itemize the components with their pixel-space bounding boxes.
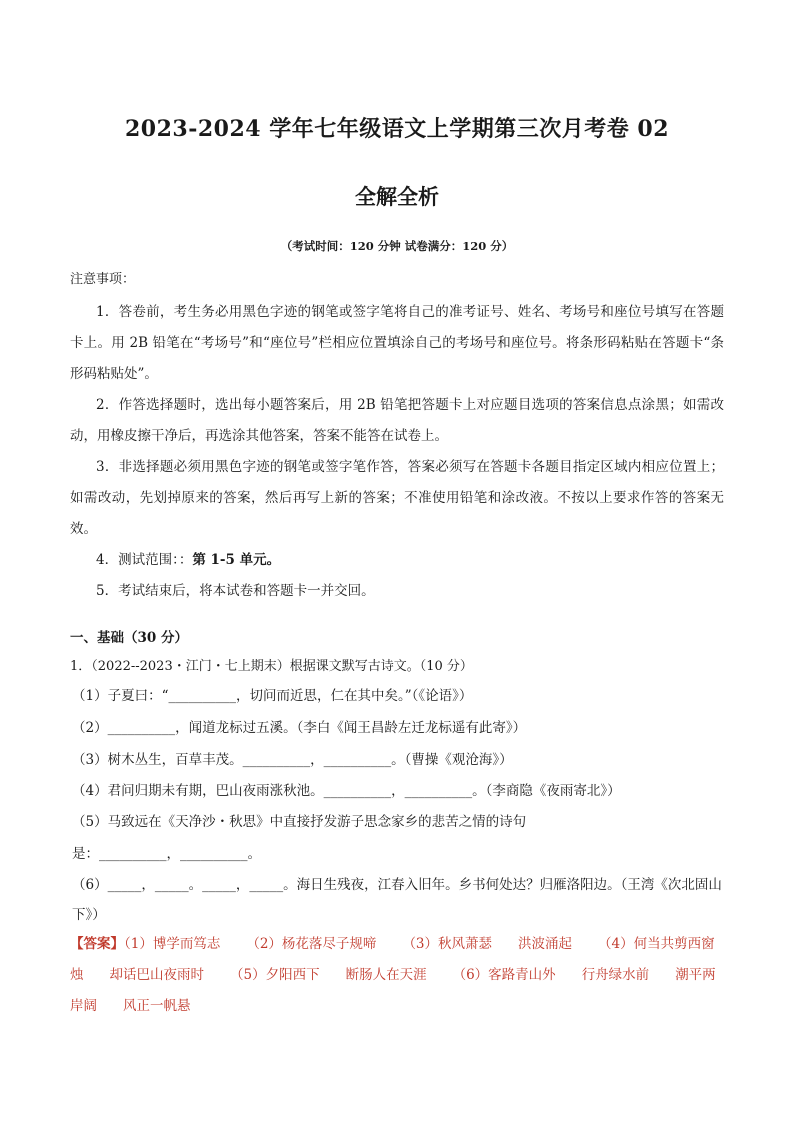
answer-item: （5）夕阳西下 [230,967,320,983]
exam-info: （考试时间：120 分钟 试卷满分：120 分） [280,239,514,253]
question-line-6: （6）_____，_____。_____，_____。海日生残夜，江春入旧年。乡书何处达？归雁洛阳边。（王湾《次北固山 [72,877,722,893]
question-line-4: （4）君问归期未有期，巴山夜雨涨秋池。__________，__________。（李商隐《夜雨寄北》） [72,783,621,799]
page-title: 2023-2024 学年七年级语文上学期第三次月考卷 02 [124,116,670,142]
question-line-6-cont: 下》） [72,907,106,923]
answer-label: 【答案】 [70,936,124,952]
page-subtitle: 全解全析 [355,185,439,209]
answer-item: （4）何当共剪西窗烛 [70,936,715,983]
notice-item-2: 2．作答选择题时，选出每小题答案后，用 2B 铅笔把答题卡上对应题目选项的答案信息点涂黑；如需改动，用橡皮擦干净后，再选涂其他答案，答案不能答在试卷上。 [70,397,724,444]
question-1-stem: 1．（2022--2023・江门・七上期末）根据课文默写古诗文。（10 分） [70,659,473,674]
question-line-2: （2）__________，闻道龙标过五溪。（李白《闻王昌龄左迁龙标遥有此寄》） [72,720,527,736]
question-line-1: （1）子夏曰：“__________，切问而近思，仁在其中矣。”（《论语》） [72,688,473,704]
answer-item: 行舟绿水前 [581,967,650,983]
answer-item: （2）杨花落尽子规啼 [246,936,377,952]
answer-item: 洪波涌起 [518,936,573,952]
question-line-5-cont: 是：__________，__________。 [72,846,261,862]
answer-item: （3）秋风萧瑟 [402,936,493,952]
section-heading: 一、基础（30 分） [70,630,188,646]
question-line-5: （5）马致远在《天净沙・秋思》中直接抒发游子思念家乡的悲苦之情的诗句 [72,814,527,830]
notice-heading: 注意事项： [70,272,136,287]
answer-item: 却话巴山夜雨时 [109,967,204,983]
answer-block [70,929,724,1022]
notice-item-3: 3．非选择题必须用黑色字迹的钢笔或签字笔作答，答案必须写在答题卡各题目指定区域内相应位置上；如需改动，先划掉原来的答案，然后再写上新的答案；不准使用铅笔和涂改液。不按以上要求作答的答案无效。 [70,459,724,537]
answer-item: 断肠人在天涯 [345,967,427,983]
answer-item: 风正一帆悬 [123,998,191,1014]
answer-item: 潮平两岸阔 [70,967,716,1014]
notice-item-5: 5．考试结束后，将本试卷和答题卡一并交回。 [96,583,375,599]
answer-item: （1）博学而笃志 [124,936,221,952]
notice-item-4-prefix: 4．测试范围：： [96,552,193,568]
notice-item-4 [70,545,724,576]
notice-item-1: 1．答卷前，考生务必用黑色字迹的钢笔或签字笔将自己的准考证号、姓名、考场号和座位号填写在答题卡上。用 2B 铅笔在“考场号”和“座位号”栏相应位置填涂自己的考场号和座位号。将条形码粘贴在答题卡“条形码粘贴处”。 [70,304,724,382]
notice-item-4-range: 第 1-5 单元。 [192,552,281,568]
answer-item: （6）客路青山外 [452,967,556,983]
question-line-3: （3）树木丛生，百草丰茂。__________，__________。（曹操《观沧海》） [72,752,513,768]
